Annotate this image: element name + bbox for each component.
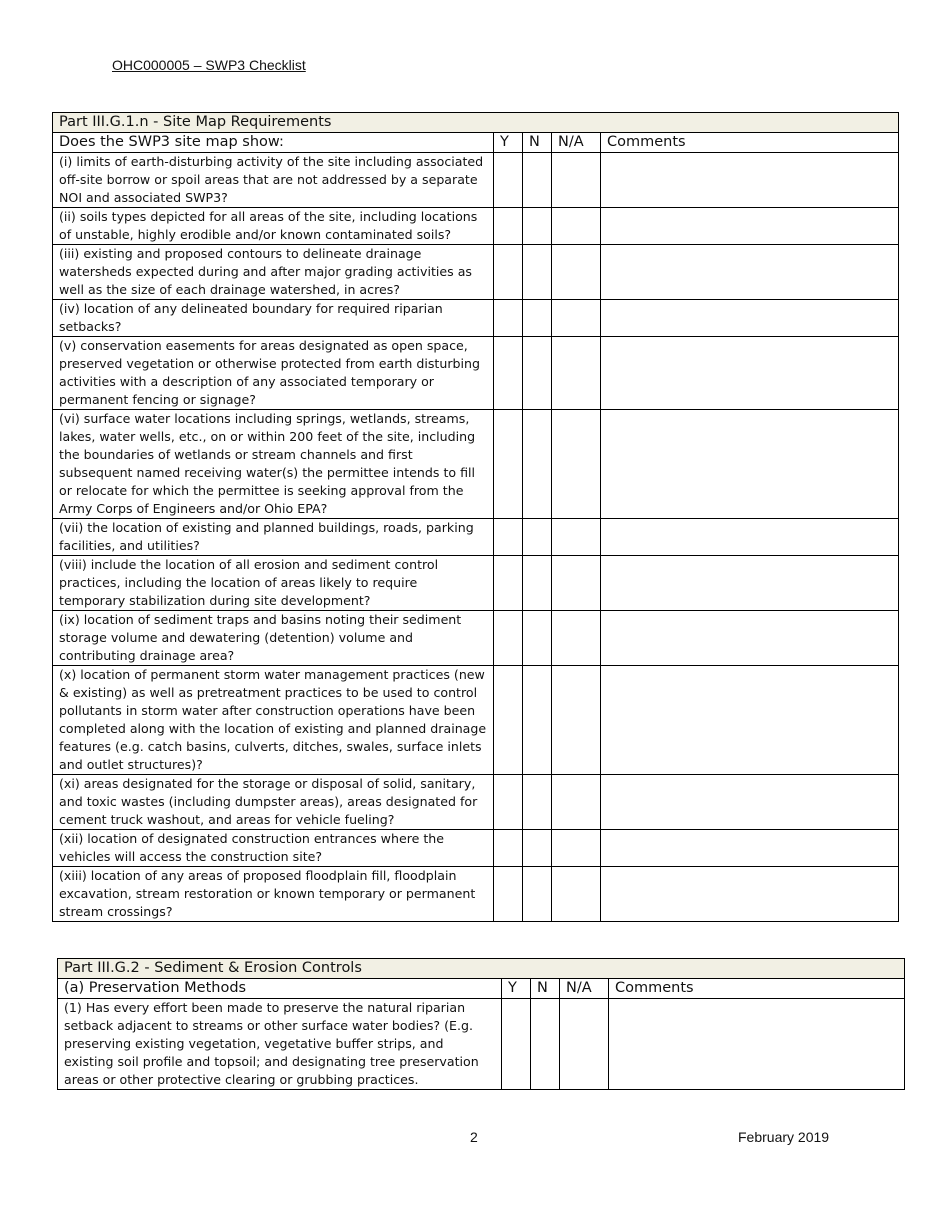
table-row xyxy=(53,666,899,775)
yes-cell[interactable] xyxy=(494,153,523,208)
table-row xyxy=(53,775,899,830)
page-number: 2 xyxy=(470,1129,478,1145)
yes-cell[interactable] xyxy=(494,337,523,410)
comments-cell[interactable] xyxy=(601,775,899,830)
na-cell[interactable] xyxy=(560,999,609,1090)
na-cell[interactable] xyxy=(552,830,601,867)
comments-cell[interactable] xyxy=(601,519,899,556)
yes-cell[interactable] xyxy=(494,611,523,666)
table-row xyxy=(53,830,899,867)
table-row xyxy=(53,867,899,922)
table-header-row xyxy=(58,979,905,999)
yes-cell[interactable] xyxy=(494,666,523,775)
table-row xyxy=(53,410,899,519)
table-row xyxy=(53,245,899,300)
table-row xyxy=(53,208,899,245)
na-cell[interactable] xyxy=(552,775,601,830)
na-cell[interactable] xyxy=(552,153,601,208)
question-text: (1) Has every effort been made to preserve the natural riparian setback adjacent to streams or other surface water bodies? (E.g. preserving existing vegetation, vegetative buffer strips, and existing soil profile and topsoil; and designating tree preservation areas or other protective clearing or grubbing practices. xyxy=(58,999,502,1090)
no-cell[interactable] xyxy=(523,830,552,867)
na-column-header: N/A xyxy=(560,979,609,999)
table-row xyxy=(53,556,899,611)
table-title: Part III.G.1.n - Site Map Requirements xyxy=(53,113,899,133)
table-header-row xyxy=(53,133,899,153)
yes-cell[interactable] xyxy=(494,300,523,337)
question-column-header: (a) Preservation Methods xyxy=(58,979,502,999)
comments-cell[interactable] xyxy=(601,153,899,208)
question-text: (xi) areas designated for the storage or disposal of solid, sanitary, and toxic wastes (including dumpster areas), areas designated for cement truck washout, and areas for vehicle fueling? xyxy=(53,775,494,830)
no-cell[interactable] xyxy=(523,410,552,519)
question-text: (xiii) location of any areas of proposed floodplain fill, floodplain excavation, stream restoration or known temporary or permanent stream crossings? xyxy=(53,867,494,922)
comments-cell[interactable] xyxy=(601,867,899,922)
table-title: Part III.G.2 - Sediment & Erosion Controls xyxy=(58,959,905,979)
question-text: (v) conservation easements for areas designated as open space, preserved vegetation or otherwise protected from earth disturbing activities with a description of any associated temporary or permanent fencing or signage? xyxy=(53,337,494,410)
question-text: (vi) surface water locations including springs, wetlands, streams, lakes, water wells, etc., on or within 200 feet of the site, including the boundaries of wetlands or stream channels and first subsequent named receiving water(s) the permittee intends to fill or relocate for which the permittee is seeking approval from the Army Corps of Engineers and/or Ohio EPA? xyxy=(53,410,494,519)
table-row xyxy=(53,153,899,208)
na-cell[interactable] xyxy=(552,245,601,300)
no-cell[interactable] xyxy=(523,666,552,775)
comments-cell[interactable] xyxy=(601,245,899,300)
comments-cell[interactable] xyxy=(601,410,899,519)
sediment-erosion-controls-table xyxy=(57,958,905,1090)
table-title-row xyxy=(58,959,905,979)
comments-cell[interactable] xyxy=(601,611,899,666)
question-text: (ix) location of sediment traps and basins noting their sediment storage volume and dewatering (detention) volume and contributing drainage area? xyxy=(53,611,494,666)
table-row xyxy=(58,999,905,1090)
no-cell[interactable] xyxy=(523,337,552,410)
table-row xyxy=(53,611,899,666)
yes-cell[interactable] xyxy=(494,208,523,245)
comments-cell[interactable] xyxy=(601,337,899,410)
na-cell[interactable] xyxy=(552,410,601,519)
comments-cell[interactable] xyxy=(601,666,899,775)
table-row xyxy=(53,337,899,410)
yes-cell[interactable] xyxy=(494,775,523,830)
na-cell[interactable] xyxy=(552,300,601,337)
question-text: (ii) soils types depicted for all areas of the site, including locations of unstable, highly erodible and/or known contaminated soils? xyxy=(53,208,494,245)
no-cell[interactable] xyxy=(523,208,552,245)
no-cell[interactable] xyxy=(523,153,552,208)
document-header: OHC000005 – SWP3 Checklist xyxy=(112,57,306,73)
question-text: (iii) existing and proposed contours to delineate drainage watersheds expected during and after major grading activities as well as the size of each drainage watershed, in acres? xyxy=(53,245,494,300)
table-row xyxy=(53,300,899,337)
comments-cell[interactable] xyxy=(609,999,905,1090)
table-title-row xyxy=(53,113,899,133)
question-column-header: Does the SWP3 site map show: xyxy=(53,133,494,153)
yes-column-header: Y xyxy=(502,979,531,999)
no-column-header: N xyxy=(531,979,560,999)
yes-cell[interactable] xyxy=(494,830,523,867)
yes-cell[interactable] xyxy=(494,410,523,519)
no-cell[interactable] xyxy=(523,867,552,922)
comments-column-header: Comments xyxy=(609,979,905,999)
yes-cell[interactable] xyxy=(494,245,523,300)
question-text: (iv) location of any delineated boundary for required riparian setbacks? xyxy=(53,300,494,337)
question-text: (vii) the location of existing and planned buildings, roads, parking facilities, and utilities? xyxy=(53,519,494,556)
site-map-requirements-table xyxy=(52,112,899,922)
na-cell[interactable] xyxy=(552,519,601,556)
yes-cell[interactable] xyxy=(494,556,523,611)
footer-date: February 2019 xyxy=(738,1129,830,1145)
no-cell[interactable] xyxy=(531,999,560,1090)
no-cell[interactable] xyxy=(523,300,552,337)
na-cell[interactable] xyxy=(552,666,601,775)
comments-cell[interactable] xyxy=(601,300,899,337)
no-cell[interactable] xyxy=(523,519,552,556)
no-column-header: N xyxy=(523,133,552,153)
yes-cell[interactable] xyxy=(494,867,523,922)
no-cell[interactable] xyxy=(523,245,552,300)
comments-column-header: Comments xyxy=(601,133,899,153)
table-row xyxy=(53,519,899,556)
yes-cell[interactable] xyxy=(502,999,531,1090)
no-cell[interactable] xyxy=(523,611,552,666)
no-cell[interactable] xyxy=(523,556,552,611)
comments-cell[interactable] xyxy=(601,208,899,245)
comments-cell[interactable] xyxy=(601,556,899,611)
na-cell[interactable] xyxy=(552,867,601,922)
na-cell[interactable] xyxy=(552,208,601,245)
yes-cell[interactable] xyxy=(494,519,523,556)
question-text: (x) location of permanent storm water management practices (new & existing) as well as pretreatment practices to be used to control pollutants in storm water after construction operations have been completed along with the location of existing and planned drainage features (e.g. catch basins, culverts, ditches, swales, surface inlets and outlet structures)? xyxy=(53,666,494,775)
na-column-header: N/A xyxy=(552,133,601,153)
question-text: (viii) include the location of all erosion and sediment control practices, including the location of areas likely to require temporary stabilization during site development? xyxy=(53,556,494,611)
question-text: (i) limits of earth-disturbing activity of the site including associated off-site borrow or spoil areas that are not addressed by a separate NOI and associated SWP3? xyxy=(53,153,494,208)
na-cell[interactable] xyxy=(552,337,601,410)
na-cell[interactable] xyxy=(552,556,601,611)
no-cell[interactable] xyxy=(523,775,552,830)
yes-column-header: Y xyxy=(494,133,523,153)
comments-cell[interactable] xyxy=(601,830,899,867)
question-text: (xii) location of designated construction entrances where the vehicles will access the construction site? xyxy=(53,830,494,867)
na-cell[interactable] xyxy=(552,611,601,666)
